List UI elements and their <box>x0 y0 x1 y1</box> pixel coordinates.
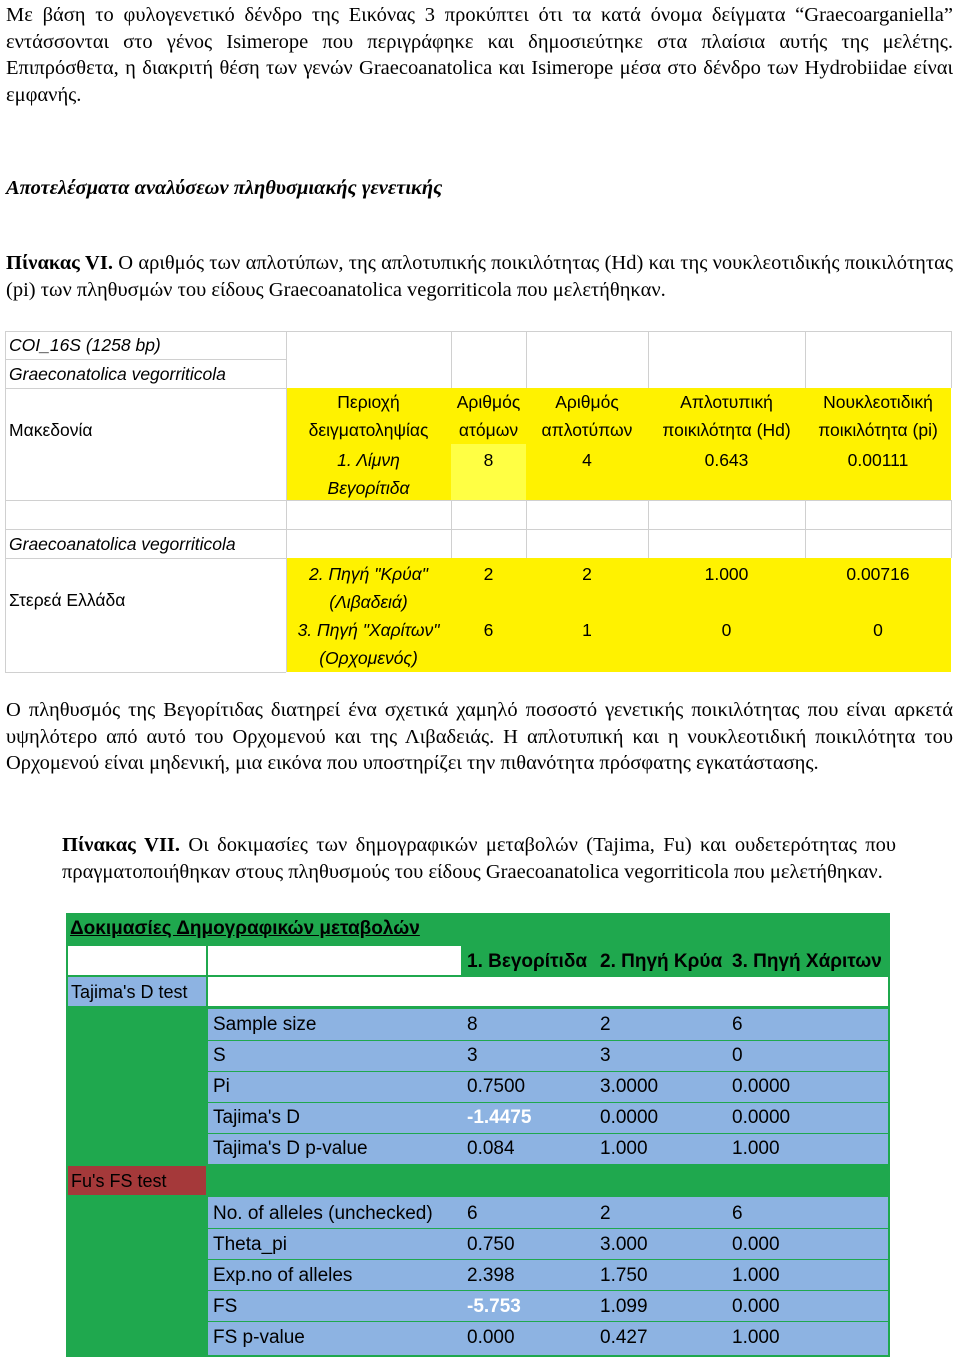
table-vi <box>5 331 951 672</box>
fu-row3-v2: 1.750 <box>600 1265 648 1286</box>
table6-caption <box>6 250 953 303</box>
tajima-row3-v3: 0.0000 <box>732 1076 791 1097</box>
table7-header-blank <box>68 946 206 975</box>
intro-paragraph: Με βάση το φυλογενετικό δένδρο της Εικόνας 3 προκύπτει ότι τα κατά όνομα δείγματα “Graecoarganiella” εντάσσονται στο γένος Isimerope που περιγράφηκε και δημοσιεύτηκε στα πλαίσια αυτής της μελέτης. Επιπρόσθετα, η διακριτή θέση των γενών Graecoanatolica και Isimerope μέσα στο δένδρο των Hydrobiidae είναι εμφανής. <box>6 4 953 106</box>
tajima-row3-v2: 3.0000 <box>600 1076 659 1097</box>
table6-header-haplotypes-2: απλοτύπων <box>541 420 633 440</box>
fu-row1-v3: 6 <box>732 1203 743 1224</box>
tajima-row2-v2: 3 <box>600 1045 611 1066</box>
fu-row2-v3: 0.000 <box>732 1234 780 1255</box>
tajima-row1-label: Sample size <box>213 1014 317 1035</box>
table6-row2-site-2: (Λιβαδειά) <box>329 592 408 612</box>
table6-row1-site-2: Βεγορίτιδα <box>327 478 410 498</box>
table7-caption-label: Πίνακας VII. <box>62 834 181 856</box>
table6-caption-text: Ο αριθμός των απλοτύπων, της απλοτυπικής ποικιλότητας (Hd) και της νουκλεοτιδικής ποικιλότητας (pi) των πληθυσμών του είδους Graecoanatolica vegorriticola που μελετήθηκαν. <box>6 252 953 301</box>
table6-header-pi-2: ποικιλότητα (pi) <box>818 420 938 440</box>
tajima-row3-label: Pi <box>213 1076 230 1097</box>
table6-header-area-1: Περιοχή <box>337 392 400 412</box>
table6-row3-hd: 0 <box>721 620 732 640</box>
tajima-row4-label: Tajima's D <box>213 1107 301 1128</box>
table6-header-pi-1: Νουκλεοτιδική <box>823 392 933 412</box>
fu-row5-v2: 0.427 <box>600 1327 648 1348</box>
tajima-row5-v2: 1.000 <box>600 1138 648 1159</box>
tajima-row5-label: Tajima's D p-value <box>213 1138 368 1159</box>
fu-row2-v1: 0.750 <box>467 1234 515 1255</box>
table6-species-1: Graeconatolica vegorriticola <box>9 364 226 384</box>
tajima-row4-v2: 0.0000 <box>600 1107 659 1128</box>
tajima-row2-v3: 0 <box>732 1045 743 1066</box>
fu-row1-label: No. of alleles (unchecked) <box>213 1203 433 1224</box>
fu-row5-v3: 1.000 <box>732 1327 780 1348</box>
table7-title: Δοκιμασίες Δημογραφικών μεταβολών <box>70 918 420 939</box>
table6-row1-pi: 0.00111 <box>847 450 909 470</box>
middle-paragraph: Ο πληθυσμός της Βεγορίτιδας διατηρεί ένα σχετικά χαμηλό ποσοστό γενετικής ποικιλότητας που είναι αρκετά υψηλότερο από αυτό του Ορχομενού και της Λιβαδειάς. Η απλοτυπική και η νουκλεοτιδική ποικιλότητα του Ορχομενού είναι μηδενική, μια εικόνα που υποστηρίζει την πιθανότητα πρόσφατης εγκατάστασης. <box>6 699 953 774</box>
table6-row3-site-1: 3. Πηγή "Χαρίτων" <box>297 620 440 640</box>
table6-region-2: Στερεά Ελλάδα <box>9 590 126 610</box>
table-vii <box>66 913 890 1357</box>
table6-row1-site-1: 1. Λίμνη <box>337 450 400 470</box>
fu-row2-label: Theta_pi <box>213 1234 287 1255</box>
fu-row3-v1: 2.398 <box>467 1265 515 1286</box>
table7-caption <box>62 832 896 885</box>
fu-row3-label: Exp.no of alleles <box>213 1265 353 1286</box>
table7-col-3: 3. Πηγή Χάριτων <box>732 951 882 972</box>
table7-caption-text: Οι δοκιμασίες των δημογραφικών μεταβολών (Tajima, Fu) και ουδετερότητας που πραγματοποιήθηκαν στους πληθυσμούς του είδους Graecoanatolica vegorriticola που μελετήθηκαν. <box>62 834 896 883</box>
fu-row4-v3: 0.000 <box>732 1296 780 1317</box>
table6-row1-h: 4 <box>582 450 592 470</box>
table6-row1-hd: 0.643 <box>704 450 749 470</box>
table7-col-2: 2. Πηγή Κρύα <box>600 951 723 972</box>
tajima-row2-v1: 3 <box>467 1045 478 1066</box>
tajima-row4-v3: 0.0000 <box>732 1107 791 1128</box>
tajima-row5-v3: 1.000 <box>732 1138 780 1159</box>
tajima-row1-v1: 8 <box>467 1014 478 1035</box>
table6-gene: COI_16S (1258 bp) <box>9 335 161 355</box>
section-heading: Αποτελέσματα αναλύσεων πληθυσμιακής γενετικής <box>6 177 443 199</box>
table6-row2-hd: 1.000 <box>704 564 749 584</box>
table6-region-1: Μακεδονία <box>9 420 93 440</box>
fu-row1-v2: 2 <box>600 1203 611 1224</box>
table6-row3-n: 6 <box>483 620 494 640</box>
table6-row2-h: 2 <box>582 564 592 584</box>
table6-header-individuals-1: Αριθμός <box>456 392 521 412</box>
fu-row4-label: FS <box>213 1296 238 1317</box>
tajima-row2-label: S <box>213 1045 226 1066</box>
table6-species-2: Graecoanatolica vegorriticola <box>9 534 236 554</box>
tajima-row4-v1: -1.4475 <box>467 1107 532 1128</box>
tajima-row1-v3: 6 <box>732 1014 743 1035</box>
fu-row4-v1: -5.753 <box>467 1296 521 1317</box>
table6-row3-h: 1 <box>582 620 592 640</box>
table6-header-haplotypes-1: Αριθμός <box>555 392 619 412</box>
table7-fu-label: Fu's FS test <box>71 1171 167 1191</box>
tajima-row5-v1: 0.084 <box>467 1138 515 1159</box>
table6-row1-n: 8 <box>483 450 494 470</box>
table6-header-hd-2: ποικιλότητα (Hd) <box>662 420 791 440</box>
fu-row2-v2: 3.000 <box>600 1234 648 1255</box>
fu-row5-label: FS p-value <box>213 1327 305 1348</box>
table6-row2-site-1: 2. Πηγή "Κρύα" <box>309 564 428 584</box>
fu-row5-v1: 0.000 <box>467 1327 515 1348</box>
table7-tajima-white-row <box>208 977 888 1006</box>
table6-header-area-2: δειγματοληψίας <box>308 420 429 440</box>
tajima-row3-v1: 0.7500 <box>467 1076 526 1097</box>
table6-row3-pi: 0 <box>873 620 883 640</box>
table6-caption-label: Πίνακας VI. <box>6 252 113 274</box>
table7-col-1: 1. Βεγορίτιδα <box>467 951 588 972</box>
tajima-row1-v2: 2 <box>600 1014 611 1035</box>
table6-row2-pi: 0.00716 <box>846 564 910 584</box>
fu-row4-v2: 1.099 <box>600 1296 648 1317</box>
table6-row3-site-2: (Ορχομενός) <box>319 648 418 668</box>
fu-row3-v3: 1.000 <box>732 1265 780 1286</box>
table7-tajima-label: Tajima's D test <box>71 982 188 1002</box>
table7-header-blank-2 <box>208 946 461 975</box>
table6-row2-n: 2 <box>483 564 494 584</box>
fu-row1-v1: 6 <box>467 1203 478 1224</box>
table6-header-hd-1: Απλοτυπική <box>680 392 773 412</box>
table6-header-individuals-2: ατόμων <box>458 420 519 440</box>
